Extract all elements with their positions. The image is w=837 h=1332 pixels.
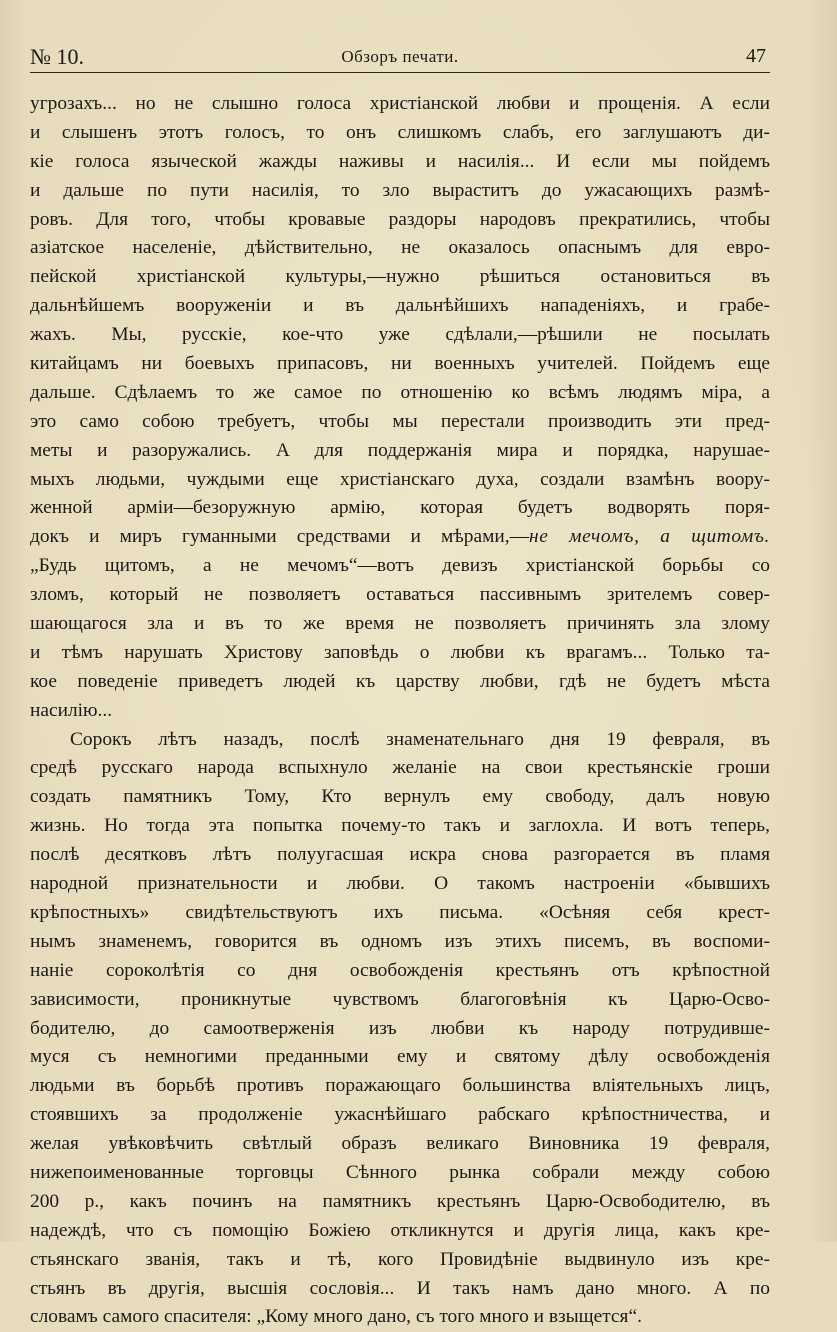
text-line: нижепоименованные торговцы Сѣнного рынка собрали между собою xyxy=(30,1161,770,1183)
text-line: „Будь щитомъ, а не мечомъ“—вотъ девизъ христіанской борьбы со xyxy=(30,555,770,577)
text-line: крѣпостныхъ» свидѣтельствуютъ ихъ письма. «Осѣняя себя крест- xyxy=(30,901,770,923)
text-line: ровъ. Для того, чтобы кровавые раздоры народовъ прекратились, чтобы xyxy=(30,208,770,230)
text-line: муся съ немногими преданными ему и святому дѣлу освобожденія xyxy=(30,1046,770,1068)
text-line: послѣ десятковъ лѣтъ полуугасшая искра снова разгорается въ пламя xyxy=(30,844,770,866)
issue-number: № 10. xyxy=(30,44,84,69)
text-line: нымъ знаменемъ, говорится въ одномъ изъ этихъ писемъ, въ воспоми- xyxy=(30,930,770,952)
final-line: словамъ самого спасителя: „Кому много дано, съ того много и взыщется“. xyxy=(30,1306,642,1328)
text-line: 200 р., какъ починъ на памятникъ крестьянъ Царю-Освободителю, въ xyxy=(30,1190,770,1212)
text-line: жахъ. Мы, русскіе, кое-что уже сдѣлали,—рѣшили не посылать xyxy=(30,324,770,346)
header-rule xyxy=(30,72,770,73)
text-line: китайцамъ ни боевыхъ припасовъ, ни военныхъ учителей. Пойдемъ еще xyxy=(30,353,770,375)
text-line: жизнь. Но тогда эта попытка почему-то такъ и заглохла. И вотъ теперь, xyxy=(30,815,770,837)
text-line: шающагося зла и въ то же время не позволяетъ причинять зла злому xyxy=(30,613,770,635)
text-line: пейской христіанской культуры,—нужно рѣшиться остановиться въ xyxy=(30,266,770,288)
article-body xyxy=(30,90,770,1332)
text-line: создать памятникъ Тому, Кто вернулъ ему свободу, далъ новую xyxy=(30,786,770,808)
text-line: кіе голоса языческой жажды наживы и насилія... И если мы пойдемъ xyxy=(30,150,770,172)
running-title: Обзоръ печати. xyxy=(341,47,459,66)
text-line: и слышенъ этотъ голосъ, то онъ слишкомъ слабъ, его заглушаютъ ди- xyxy=(30,121,770,143)
text-line: стоявшихъ за продолженіе ужаснѣйшаго рабскаго крѣпостничества, и xyxy=(30,1104,770,1126)
text-line: угрозахъ... но не слышно голоса христіанской любви и прощенія. А если xyxy=(30,93,770,114)
text-line: желая увѣковѣчить свѣтлый образъ великаго Виновника 19 февраля, xyxy=(30,1133,770,1155)
text-line: и тѣмъ нарушать Христову заповѣдь о любви къ врагамъ... Только та- xyxy=(30,641,770,663)
text-line: зломъ, который не позволяетъ оставаться пассивнымъ зрителемъ совер- xyxy=(30,584,770,606)
text-line: женной арміи—безоружную армію, которая будетъ водворять поря- xyxy=(30,497,770,519)
text-line: наніе сороколѣтія со дня освобожденія крестьянъ отъ крѣпостной xyxy=(30,959,770,981)
text-line-with-italic xyxy=(30,523,770,552)
text-line: мыхъ людьми, чуждыми еще христіанскаго духа, создали взамѣнъ воору- xyxy=(30,468,770,490)
text-line: дальше. Сдѣлаемъ то же самое по отношенію ко всѣмъ людямъ міра, а xyxy=(30,381,770,403)
running-header xyxy=(30,44,770,74)
text-line: стьянъ въ другія, высшія сословія... И такъ намъ дано много. А по xyxy=(30,1277,770,1299)
text-line: зависимости, проникнутые чувствомъ благоговѣнія къ Царю-Осво- xyxy=(30,988,770,1010)
text-line: надеждѣ, что съ помощію Божіею откликнутся и другія лица, какъ кре- xyxy=(30,1219,770,1241)
text-line: дальнѣйшемъ вооруженіи и въ дальнѣйшихъ нападеніяхъ, и грабе- xyxy=(30,295,770,317)
text-line-start: докъ и миръ гуманными средствами и мѣрами,— xyxy=(30,526,529,548)
text-line: людьми въ борьбѣ противъ поражающаго большинства вліятельныхъ лицъ, xyxy=(30,1075,770,1097)
text-line: азіатское населеніе, дѣйствительно, не оказалось опаснымъ для евро- xyxy=(30,237,770,259)
text-line: бодителю, до самоотверженія изъ любви къ народу потрудивше- xyxy=(30,1017,770,1039)
text-line: народной признательности и любви. О такомъ настроеніи «бывшихъ xyxy=(30,873,770,895)
page-number: 47 xyxy=(746,45,766,67)
paragraph-end-line: насилію... xyxy=(30,699,113,721)
text-line: стьянскаго званія, такъ и тѣ, кого Провидѣніе выдвинуло изъ кре- xyxy=(30,1248,770,1270)
text-line: кое поведеніе приведетъ людей къ царству любви, гдѣ не будетъ мѣста xyxy=(30,670,770,692)
text-line: это само собою требуетъ, чтобы мы перестали производить эти пред- xyxy=(30,410,770,432)
text-line: меты и разоружались. А для поддержанія мира и порядка, нарушае- xyxy=(30,439,770,461)
paragraph-start-line: Сорокъ лѣтъ назадъ, послѣ знаменательнаго дня 19 февраля, въ xyxy=(70,728,770,750)
italic-motto: не мечомъ, а щитомъ. xyxy=(529,526,770,548)
text-line: и дальше по пути насилія, то зло выраститъ до ужасающихъ размѣ- xyxy=(30,179,770,201)
text-line: средѣ русскаго народа вспыхнуло желаніе на свои крестьянскіе гроши xyxy=(30,757,770,779)
